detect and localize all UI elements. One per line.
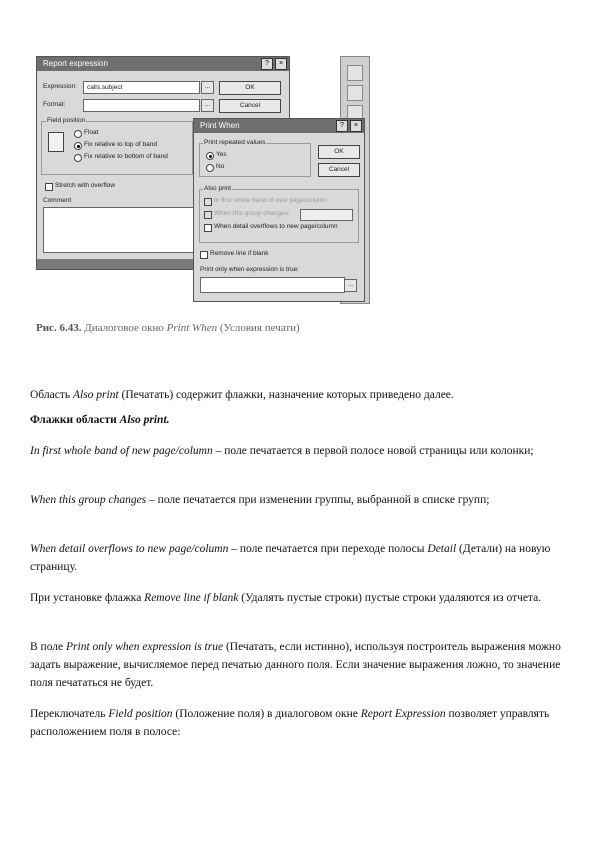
- cancel-button[interactable]: Cancel: [318, 163, 360, 177]
- ok-button[interactable]: OK: [318, 145, 360, 159]
- text: позволяет управлять расположением поля в полосе:: [30, 708, 550, 738]
- caption-italic: Print When: [166, 322, 218, 334]
- text: – поле печатается при изменении группы, выбранной в списке групп;: [146, 494, 490, 506]
- field-position-icon: [48, 132, 64, 152]
- text: Область: [30, 389, 73, 401]
- paragraph: [30, 442, 566, 460]
- repeated-no-label: No: [216, 163, 225, 170]
- field-position-group: [41, 117, 193, 175]
- paragraph: [30, 589, 566, 607]
- remove-blank-label: Remove line if blank: [210, 250, 269, 257]
- text: (Удалять пустые строки) пустые строки удаляются из отчета.: [238, 592, 542, 604]
- group-select[interactable]: [300, 209, 353, 221]
- repeated-yes-label: Yes: [216, 151, 227, 158]
- text-italic: Report Expression: [360, 708, 446, 720]
- fix-top-radio[interactable]: [74, 142, 82, 150]
- detail-overflow-checkbox[interactable]: [204, 224, 212, 232]
- figure-caption: [36, 322, 300, 334]
- paragraph: [30, 386, 566, 404]
- first-band-label: In first whole band of new page/column: [214, 197, 327, 204]
- tool-icon: [347, 85, 363, 101]
- group-changes-label: When this group changes:: [214, 210, 290, 217]
- print-only-builder-button[interactable]: ...: [344, 279, 357, 292]
- text-italic: When this group changes: [30, 494, 147, 506]
- text: (Положение поля) в диалоговом окне: [172, 708, 361, 720]
- text-italic: Field position: [108, 708, 173, 720]
- comment-textarea[interactable]: [43, 207, 198, 253]
- expression-label: Expression:: [43, 83, 77, 90]
- paragraph: [30, 705, 566, 741]
- first-band-checkbox[interactable]: [204, 198, 212, 206]
- caption-text: Диалоговое окно: [81, 322, 167, 334]
- stretch-label: Stretch with overflow: [55, 182, 115, 189]
- field-position-label: Field position: [47, 117, 86, 124]
- close-icon[interactable]: ×: [275, 58, 287, 70]
- stretch-checkbox[interactable]: [45, 183, 53, 191]
- remove-blank-checkbox[interactable]: [200, 251, 208, 259]
- tool-icon: [347, 65, 363, 81]
- help-icon[interactable]: ?: [336, 120, 348, 132]
- ok-button[interactable]: OK: [219, 81, 281, 95]
- also-print-label: Also print: [204, 185, 232, 192]
- caption-text: (Условия печати): [217, 322, 300, 334]
- paragraph: [30, 411, 566, 429]
- repeated-no-radio[interactable]: [206, 164, 214, 172]
- text: Флажки области: [30, 414, 120, 426]
- text-italic: Remove line if blank: [144, 592, 239, 604]
- format-label: Format:: [43, 101, 66, 108]
- group-changes-checkbox[interactable]: [204, 211, 212, 219]
- text-italic: Also print.: [119, 414, 170, 426]
- comment-label: Comment: [43, 197, 72, 204]
- text: Переключатель: [30, 708, 109, 720]
- text-italic: In first whole band of new page/column: [30, 445, 213, 457]
- help-icon[interactable]: ?: [261, 58, 273, 70]
- paragraph: [30, 491, 566, 509]
- report-expression-titlebar: [37, 57, 289, 71]
- text: – поле печатается при переходе полосы: [228, 543, 428, 555]
- text: При установке флажка: [30, 592, 145, 604]
- format-builder-button[interactable]: ...: [201, 99, 214, 112]
- close-icon[interactable]: ×: [350, 120, 362, 132]
- text-italic: Detail: [427, 543, 457, 555]
- print-repeated-label: Print repeated values: [204, 139, 266, 146]
- repeated-yes-radio[interactable]: [206, 152, 214, 160]
- text: (Детали) на новую страницу.: [30, 543, 551, 573]
- caption-number: Рис. 6.43.: [36, 322, 82, 334]
- text-italic: Print only when expression is true: [66, 641, 224, 653]
- text-italic: Also print: [72, 389, 119, 401]
- also-print-group: [199, 185, 359, 243]
- dialog-title: Print When: [200, 121, 240, 130]
- fix-bottom-radio[interactable]: [74, 154, 82, 162]
- detail-overflow-label: When detail overflows to new page/column: [214, 223, 338, 230]
- paragraph: [30, 638, 566, 692]
- text: (Печатать) содержит флажки, назначение которых приведено далее.: [118, 389, 454, 401]
- fix-bottom-label: Fix relative to bottom of band: [84, 153, 168, 160]
- format-input[interactable]: [83, 99, 200, 112]
- print-only-input[interactable]: [200, 277, 345, 293]
- expression-builder-button[interactable]: ...: [201, 81, 214, 94]
- float-radio[interactable]: [74, 130, 82, 138]
- cancel-button[interactable]: Cancel: [219, 99, 281, 113]
- text: В поле: [30, 641, 67, 653]
- print-when-dialog: [193, 118, 365, 302]
- fix-top-label: Fix relative to top of band: [84, 141, 157, 148]
- paragraph: [30, 540, 566, 576]
- print-repeated-group: [199, 139, 311, 177]
- expression-input[interactable]: calls.subject: [83, 81, 200, 94]
- text-italic: When detail overflows to new page/column: [30, 543, 229, 555]
- print-when-titlebar: [194, 119, 364, 133]
- text: (Печатать, если истинно), используя построитель выражения можно задать выражение, вычисляемое перед печатью данного поля. Если значение выражения ложно, то значение поля печататься не будет.: [30, 641, 561, 689]
- text: – поле печатается в первой полосе новой страницы или колонки;: [212, 445, 534, 457]
- dialog-title: Report expression: [43, 59, 108, 68]
- print-only-label: Print only when expression is true:: [200, 266, 299, 273]
- float-label: Float: [84, 129, 99, 136]
- figure-screenshot: [36, 56, 368, 304]
